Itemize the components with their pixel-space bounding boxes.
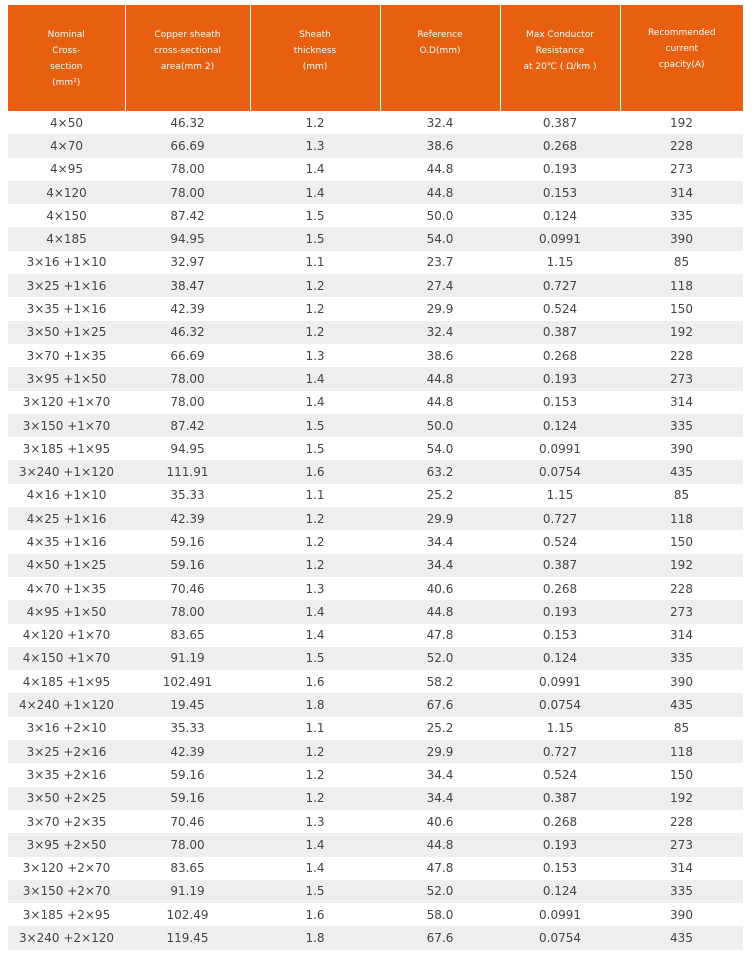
cell-sheath-thickness: 1.6	[250, 460, 380, 483]
cell-max-resistance: 0.124	[500, 204, 620, 227]
table-row	[8, 111, 743, 134]
cell-nominal-cross-section: 4×95 +1×50	[8, 600, 125, 623]
cell-max-resistance: 0.153	[500, 857, 620, 880]
cell-recommended-current: 118	[620, 740, 743, 763]
cell-recommended-current: 314	[620, 391, 743, 414]
cell-copper-sheath-area: 70.46	[125, 577, 250, 600]
cell-max-resistance: 0.268	[500, 810, 620, 833]
cell-recommended-current: 118	[620, 274, 743, 297]
table-row	[8, 437, 743, 460]
cell-sheath-thickness: 1.4	[250, 624, 380, 647]
table-row	[8, 507, 743, 530]
cell-copper-sheath-area: 32.97	[125, 251, 250, 274]
cell-nominal-cross-section: 4×35 +1×16	[8, 530, 125, 553]
table-row	[8, 158, 743, 181]
cell-max-resistance: 0.0991	[500, 437, 620, 460]
cell-recommended-current: 390	[620, 437, 743, 460]
cell-copper-sheath-area: 42.39	[125, 507, 250, 530]
header-line: Recommended	[647, 28, 716, 38]
cell-max-resistance: 0.727	[500, 740, 620, 763]
header-line: Reference	[417, 30, 463, 40]
cell-max-resistance: 0.124	[500, 414, 620, 437]
cell-reference-od: 29.9	[380, 297, 500, 320]
cell-recommended-current: 273	[620, 833, 743, 856]
cell-copper-sheath-area: 35.33	[125, 717, 250, 740]
cell-max-resistance: 0.268	[500, 134, 620, 157]
cell-sheath-thickness: 1.4	[250, 367, 380, 390]
cell-copper-sheath-area: 78.00	[125, 833, 250, 856]
cell-copper-sheath-area: 59.16	[125, 554, 250, 577]
cell-sheath-thickness: 1.1	[250, 717, 380, 740]
cell-max-resistance: 0.727	[500, 507, 620, 530]
cell-copper-sheath-area: 46.32	[125, 321, 250, 344]
cell-sheath-thickness: 1.8	[250, 693, 380, 716]
cable-spec-table	[8, 5, 743, 950]
cell-nominal-cross-section: 4×120	[8, 181, 125, 204]
cell-nominal-cross-section: 4×70	[8, 134, 125, 157]
header-sheath-thickness	[250, 5, 380, 111]
cell-copper-sheath-area: 78.00	[125, 391, 250, 414]
cell-copper-sheath-area: 42.39	[125, 740, 250, 763]
cell-nominal-cross-section: 4×120 +1×70	[8, 624, 125, 647]
cell-sheath-thickness: 1.5	[250, 414, 380, 437]
cell-recommended-current: 273	[620, 158, 743, 181]
cell-reference-od: 27.4	[380, 274, 500, 297]
cell-reference-od: 54.0	[380, 227, 500, 250]
table-row	[8, 600, 743, 623]
cell-sheath-thickness: 1.2	[250, 530, 380, 553]
cell-max-resistance: 0.153	[500, 181, 620, 204]
table-row	[8, 134, 743, 157]
cell-copper-sheath-area: 94.95	[125, 227, 250, 250]
table-row	[8, 833, 743, 856]
cell-nominal-cross-section: 4×16 +1×10	[8, 484, 125, 507]
cell-reference-od: 32.4	[380, 111, 500, 134]
cell-sheath-thickness: 1.3	[250, 344, 380, 367]
cell-copper-sheath-area: 78.00	[125, 600, 250, 623]
header-line: current	[665, 44, 698, 54]
cell-copper-sheath-area: 38.47	[125, 274, 250, 297]
table-row	[8, 227, 743, 250]
cell-reference-od: 54.0	[380, 437, 500, 460]
cell-sheath-thickness: 1.3	[250, 577, 380, 600]
header-line: section	[50, 62, 83, 72]
header-line: thickness	[293, 46, 337, 56]
cell-copper-sheath-area: 87.42	[125, 204, 250, 227]
table-row	[8, 693, 743, 716]
cell-recommended-current: 314	[620, 857, 743, 880]
cell-recommended-current: 85	[620, 717, 743, 740]
cell-reference-od: 44.8	[380, 367, 500, 390]
cell-nominal-cross-section: 4×240 +1×120	[8, 693, 125, 716]
cell-nominal-cross-section: 3×50 +1×25	[8, 321, 125, 344]
cell-nominal-cross-section: 4×95	[8, 158, 125, 181]
cell-recommended-current: 314	[620, 181, 743, 204]
cell-reference-od: 44.8	[380, 833, 500, 856]
table-row	[8, 414, 743, 437]
cell-reference-od: 58.2	[380, 670, 500, 693]
cell-reference-od: 29.9	[380, 740, 500, 763]
table-row	[8, 670, 743, 693]
table-row	[8, 367, 743, 390]
cell-reference-od: 58.0	[380, 903, 500, 926]
cell-recommended-current: 335	[620, 647, 743, 670]
cell-sheath-thickness: 1.2	[250, 787, 380, 810]
cell-nominal-cross-section: 3×70 +1×35	[8, 344, 125, 367]
cell-sheath-thickness: 1.2	[250, 763, 380, 786]
cell-nominal-cross-section: 3×16 +2×10	[8, 717, 125, 740]
table-body	[8, 111, 743, 950]
cell-sheath-thickness: 1.2	[250, 507, 380, 530]
table-row	[8, 274, 743, 297]
cell-reference-od: 47.8	[380, 857, 500, 880]
cell-reference-od: 23.7	[380, 251, 500, 274]
cell-nominal-cross-section: 4×25 +1×16	[8, 507, 125, 530]
cell-sheath-thickness: 1.1	[250, 251, 380, 274]
cell-copper-sheath-area: 94.95	[125, 437, 250, 460]
cell-max-resistance: 0.0991	[500, 227, 620, 250]
table-row	[8, 391, 743, 414]
table-row	[8, 554, 743, 577]
cell-nominal-cross-section: 3×25 +1×16	[8, 274, 125, 297]
cell-copper-sheath-area: 19.45	[125, 693, 250, 716]
cell-sheath-thickness: 1.5	[250, 227, 380, 250]
header-line: area(mm 2)	[160, 62, 215, 72]
cell-recommended-current: 228	[620, 810, 743, 833]
cell-max-resistance: 0.524	[500, 763, 620, 786]
cell-nominal-cross-section: 3×35 +1×16	[8, 297, 125, 320]
table-row	[8, 577, 743, 600]
cell-max-resistance: 0.387	[500, 111, 620, 134]
cell-recommended-current: 150	[620, 530, 743, 553]
table-row	[8, 297, 743, 320]
cell-recommended-current: 228	[620, 577, 743, 600]
cell-reference-od: 44.8	[380, 600, 500, 623]
cell-copper-sheath-area: 91.19	[125, 647, 250, 670]
cell-recommended-current: 335	[620, 880, 743, 903]
header-line: cross-sectional	[153, 46, 221, 56]
cell-copper-sheath-area: 59.16	[125, 787, 250, 810]
cell-recommended-current: 192	[620, 111, 743, 134]
cell-recommended-current: 85	[620, 484, 743, 507]
cell-sheath-thickness: 1.2	[250, 111, 380, 134]
table-row	[8, 181, 743, 204]
cell-copper-sheath-area: 83.65	[125, 624, 250, 647]
header-line: at 20℃ ( Ω/km )	[523, 62, 597, 72]
cell-copper-sheath-area: 91.19	[125, 880, 250, 903]
cell-reference-od: 44.8	[380, 391, 500, 414]
table-row	[8, 321, 743, 344]
cell-max-resistance: 0.387	[500, 321, 620, 344]
cell-reference-od: 44.8	[380, 158, 500, 181]
header-line: Max Conductor	[525, 30, 595, 40]
cell-max-resistance: 0.387	[500, 787, 620, 810]
cell-nominal-cross-section: 4×50 +1×25	[8, 554, 125, 577]
cell-recommended-current: 335	[620, 204, 743, 227]
cell-copper-sheath-area: 35.33	[125, 484, 250, 507]
cell-nominal-cross-section: 3×120 +1×70	[8, 391, 125, 414]
cell-reference-od: 34.4	[380, 787, 500, 810]
cell-max-resistance: 0.0991	[500, 670, 620, 693]
cell-sheath-thickness: 1.2	[250, 554, 380, 577]
cell-sheath-thickness: 1.4	[250, 833, 380, 856]
cell-reference-od: 38.6	[380, 344, 500, 367]
cell-recommended-current: 435	[620, 693, 743, 716]
cell-max-resistance: 0.193	[500, 367, 620, 390]
table-row	[8, 857, 743, 880]
cell-reference-od: 40.6	[380, 810, 500, 833]
cell-recommended-current: 314	[620, 624, 743, 647]
header-line: Cross-	[52, 46, 81, 56]
cell-reference-od: 25.2	[380, 484, 500, 507]
cell-reference-od: 32.4	[380, 321, 500, 344]
cell-nominal-cross-section: 3×185 +1×95	[8, 437, 125, 460]
cell-recommended-current: 273	[620, 600, 743, 623]
cell-recommended-current: 150	[620, 763, 743, 786]
cell-reference-od: 25.2	[380, 717, 500, 740]
cell-recommended-current: 192	[620, 321, 743, 344]
cell-recommended-current: 390	[620, 227, 743, 250]
cell-max-resistance: 0.124	[500, 647, 620, 670]
cell-max-resistance: 0.124	[500, 880, 620, 903]
cell-nominal-cross-section: 3×25 +2×16	[8, 740, 125, 763]
cell-sheath-thickness: 1.8	[250, 926, 380, 949]
header-row	[8, 5, 743, 111]
table-row	[8, 926, 743, 949]
table-row	[8, 810, 743, 833]
cell-recommended-current: 192	[620, 787, 743, 810]
cell-nominal-cross-section: 3×95 +2×50	[8, 833, 125, 856]
cell-reference-od: 44.8	[380, 181, 500, 204]
cell-max-resistance: 0.153	[500, 624, 620, 647]
cell-max-resistance: 0.268	[500, 577, 620, 600]
table-row	[8, 763, 743, 786]
table-row	[8, 484, 743, 507]
table-row	[8, 460, 743, 483]
cell-copper-sheath-area: 78.00	[125, 181, 250, 204]
cell-sheath-thickness: 1.3	[250, 134, 380, 157]
cell-reference-od: 52.0	[380, 880, 500, 903]
cell-reference-od: 52.0	[380, 647, 500, 670]
cell-max-resistance: 0.524	[500, 530, 620, 553]
cell-copper-sheath-area: 42.39	[125, 297, 250, 320]
header-line: (mm²)	[52, 78, 81, 88]
table-row	[8, 647, 743, 670]
cell-nominal-cross-section: 4×150	[8, 204, 125, 227]
cell-copper-sheath-area: 111.91	[125, 460, 250, 483]
cell-max-resistance: 0.268	[500, 344, 620, 367]
cell-max-resistance: 0.524	[500, 297, 620, 320]
table-row	[8, 903, 743, 926]
cell-copper-sheath-area: 78.00	[125, 367, 250, 390]
cell-nominal-cross-section: 4×70 +1×35	[8, 577, 125, 600]
cell-nominal-cross-section: 3×95 +1×50	[8, 367, 125, 390]
cell-max-resistance: 0.387	[500, 554, 620, 577]
cell-sheath-thickness: 1.4	[250, 181, 380, 204]
table-row	[8, 530, 743, 553]
cell-reference-od: 47.8	[380, 624, 500, 647]
cell-reference-od: 40.6	[380, 577, 500, 600]
cable-spec-table-container	[8, 5, 743, 950]
cell-max-resistance: 0.193	[500, 600, 620, 623]
header-line: Nominal	[47, 30, 85, 40]
cell-max-resistance: 0.153	[500, 391, 620, 414]
cell-nominal-cross-section: 4×185 +1×95	[8, 670, 125, 693]
cell-sheath-thickness: 1.3	[250, 810, 380, 833]
table-row	[8, 880, 743, 903]
cell-nominal-cross-section: 3×70 +2×35	[8, 810, 125, 833]
cell-recommended-current: 228	[620, 134, 743, 157]
table-row	[8, 204, 743, 227]
cell-sheath-thickness: 1.2	[250, 297, 380, 320]
header-line: Copper sheath	[154, 30, 221, 40]
cell-nominal-cross-section: 4×185	[8, 227, 125, 250]
cell-recommended-current: 228	[620, 344, 743, 367]
cell-reference-od: 29.9	[380, 507, 500, 530]
header-line: Resistance	[535, 46, 585, 56]
cell-recommended-current: 390	[620, 903, 743, 926]
cell-copper-sheath-area: 119.45	[125, 926, 250, 949]
cell-copper-sheath-area: 102.49	[125, 903, 250, 926]
cell-recommended-current: 118	[620, 507, 743, 530]
cell-recommended-current: 150	[620, 297, 743, 320]
cell-nominal-cross-section: 3×16 +1×10	[8, 251, 125, 274]
cell-reference-od: 67.6	[380, 693, 500, 716]
cell-max-resistance: 1.15	[500, 484, 620, 507]
cell-sheath-thickness: 1.6	[250, 670, 380, 693]
table-header	[8, 5, 743, 111]
cell-copper-sheath-area: 87.42	[125, 414, 250, 437]
cell-sheath-thickness: 1.4	[250, 158, 380, 181]
cell-recommended-current: 390	[620, 670, 743, 693]
cell-sheath-thickness: 1.2	[250, 274, 380, 297]
cell-copper-sheath-area: 46.32	[125, 111, 250, 134]
cell-recommended-current: 435	[620, 926, 743, 949]
cell-reference-od: 67.6	[380, 926, 500, 949]
cell-sheath-thickness: 1.5	[250, 204, 380, 227]
cell-copper-sheath-area: 59.16	[125, 530, 250, 553]
cell-nominal-cross-section: 3×240 +2×120	[8, 926, 125, 949]
cell-recommended-current: 192	[620, 554, 743, 577]
cell-sheath-thickness: 1.4	[250, 600, 380, 623]
cell-nominal-cross-section: 4×50	[8, 111, 125, 134]
cell-reference-od: 34.4	[380, 530, 500, 553]
header-copper-sheath-area	[125, 5, 250, 111]
cell-max-resistance: 0.193	[500, 833, 620, 856]
cell-sheath-thickness: 1.4	[250, 391, 380, 414]
cell-reference-od: 50.0	[380, 414, 500, 437]
table-row	[8, 717, 743, 740]
cell-reference-od: 63.2	[380, 460, 500, 483]
cell-sheath-thickness: 1.4	[250, 857, 380, 880]
cell-recommended-current: 335	[620, 414, 743, 437]
header-line: O.D(mm)	[419, 46, 461, 56]
cell-copper-sheath-area: 70.46	[125, 810, 250, 833]
cell-nominal-cross-section: 4×150 +1×70	[8, 647, 125, 670]
cell-nominal-cross-section: 3×150 +2×70	[8, 880, 125, 903]
cell-sheath-thickness: 1.5	[250, 647, 380, 670]
cell-sheath-thickness: 1.2	[250, 740, 380, 763]
cell-sheath-thickness: 1.5	[250, 880, 380, 903]
cell-max-resistance: 0.193	[500, 158, 620, 181]
cell-max-resistance: 0.0754	[500, 926, 620, 949]
cell-max-resistance: 0.0754	[500, 460, 620, 483]
header-line: Sheath	[299, 30, 331, 40]
header-line: cpacity(A)	[658, 60, 705, 70]
cell-nominal-cross-section: 3×240 +1×120	[8, 460, 125, 483]
cell-copper-sheath-area: 66.69	[125, 344, 250, 367]
cell-sheath-thickness: 1.1	[250, 484, 380, 507]
cell-max-resistance: 0.0754	[500, 693, 620, 716]
table-row	[8, 787, 743, 810]
cell-nominal-cross-section: 3×185 +2×95	[8, 903, 125, 926]
cell-copper-sheath-area: 102.491	[125, 670, 250, 693]
header-recommended-current	[620, 5, 743, 111]
table-row	[8, 624, 743, 647]
header-reference-od	[380, 5, 500, 111]
cell-copper-sheath-area: 59.16	[125, 763, 250, 786]
cell-max-resistance: 0.0991	[500, 903, 620, 926]
cell-recommended-current: 435	[620, 460, 743, 483]
header-nominal-cross-section	[8, 5, 125, 111]
cell-recommended-current: 85	[620, 251, 743, 274]
cell-max-resistance: 1.15	[500, 251, 620, 274]
table-row	[8, 251, 743, 274]
cell-max-resistance: 1.15	[500, 717, 620, 740]
cell-max-resistance: 0.727	[500, 274, 620, 297]
cell-nominal-cross-section: 3×150 +1×70	[8, 414, 125, 437]
cell-sheath-thickness: 1.2	[250, 321, 380, 344]
cell-sheath-thickness: 1.6	[250, 903, 380, 926]
table-row	[8, 344, 743, 367]
cell-reference-od: 38.6	[380, 134, 500, 157]
cell-recommended-current: 273	[620, 367, 743, 390]
cell-copper-sheath-area: 66.69	[125, 134, 250, 157]
cell-nominal-cross-section: 3×50 +2×25	[8, 787, 125, 810]
table-row	[8, 740, 743, 763]
cell-nominal-cross-section: 3×120 +2×70	[8, 857, 125, 880]
cell-reference-od: 34.4	[380, 763, 500, 786]
cell-sheath-thickness: 1.5	[250, 437, 380, 460]
cell-reference-od: 50.0	[380, 204, 500, 227]
header-line: (mm)	[302, 62, 328, 72]
header-max-conductor-resistance	[500, 5, 620, 111]
cell-copper-sheath-area: 78.00	[125, 158, 250, 181]
cell-reference-od: 34.4	[380, 554, 500, 577]
cell-nominal-cross-section: 3×35 +2×16	[8, 763, 125, 786]
cell-copper-sheath-area: 83.65	[125, 857, 250, 880]
